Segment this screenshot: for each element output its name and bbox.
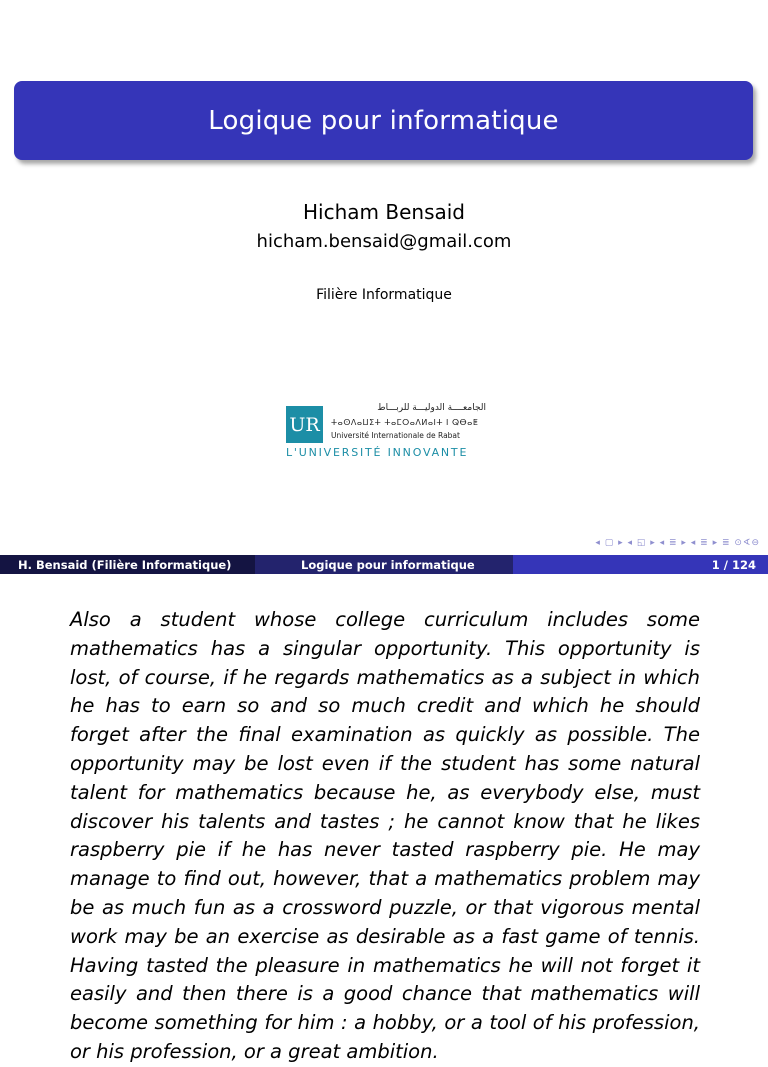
slide-footer [0, 555, 768, 574]
footer-author: H. Bensaid (Filière Informatique) [0, 555, 255, 574]
logo-tagline: L'UNIVERSITÉ INNOVANTE [286, 446, 469, 459]
slide-title: Logique pour informatique [208, 105, 559, 136]
institute-name: Filière Informatique [316, 287, 452, 303]
author-email: hicham.bensaid@gmail.com [256, 231, 512, 252]
logo-initials: UR [286, 406, 323, 443]
university-logo [286, 403, 488, 461]
beamer-navigation-icons[interactable]: ◂ ▢ ▸ ◂ ◱ ▸ ◂ ≣ ▸ ◂ ≣ ▸ ≣ ⊙∢⊖ [595, 538, 760, 548]
logo-tifinagh-line: ⵜⴰⵙⴷⴰⵡⵉⵜ ⵜⴰⵎⵔⴰⴷⵍⴰⵏⵜ ⵏ ⵕⴱⴰⵟ [331, 418, 479, 427]
footer-title: Logique pour informatique [255, 555, 513, 574]
title-banner [14, 81, 753, 160]
logo-arabic-line: الجامعــــة الدوليـــة للربـــاط [377, 403, 486, 413]
quote-paragraph: Also a student whose college curriculum includes some mathematics has a singular opportunity. This opportunity is lost, of course, if he regards mathematics as a subject in which he has to earn so and so much credit and which he should forget after the final examination as quickly as possible. The opportunity may be lost even if the student has some natural talent for mathematics because he, as everybody else, must discover his talents and tastes ; he cannot know that he likes raspberry pie if he has never tasted raspberry pie. He may manage to find out, however, that a mathematics problem may be as much fun as a crossword puzzle, or that vigorous mental work may be an exercise as desirable as a fast game of tennis. Having tasted the pleasure in mathematics he will not forget it easily and then there is a good chance that mathematics will become something for him : a hobby, or a tool of his profession, or his profession, or a great ambition. [70, 608, 700, 1063]
author-name: Hicham Bensaid [303, 200, 465, 224]
logo-french-line: Université Internationale de Rabat [331, 431, 460, 440]
footer-page-number: 1 / 124 [513, 555, 768, 574]
